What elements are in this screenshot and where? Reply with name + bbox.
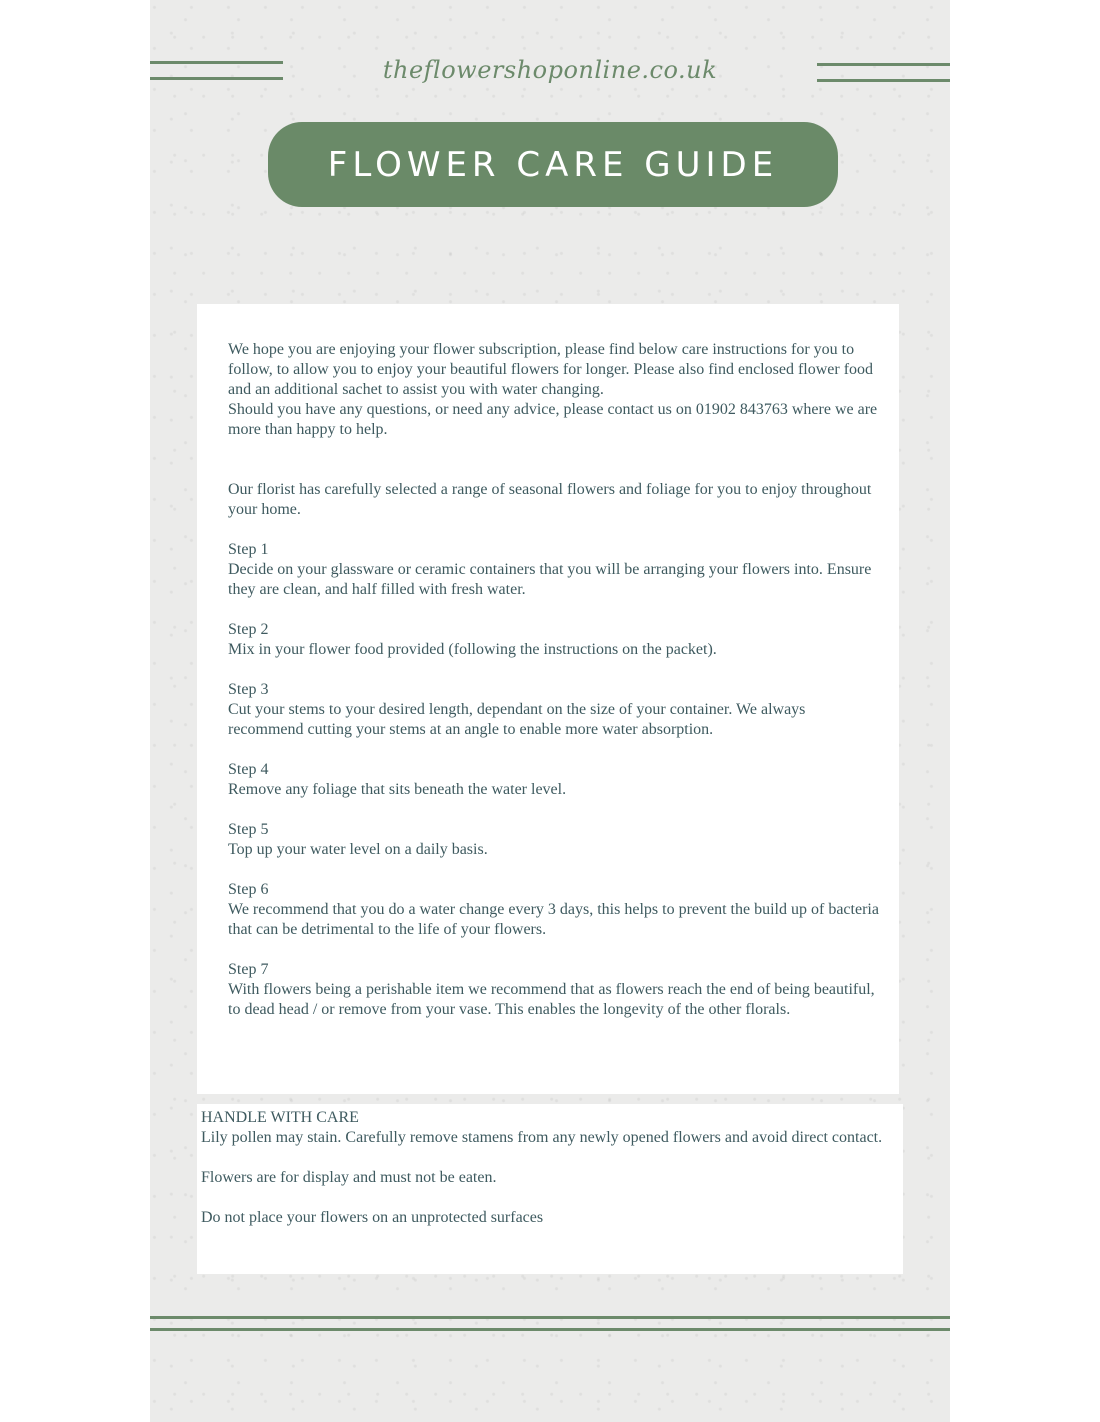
lily-warning: Lily pollen may stain. Carefully remove stamens from any newly opened flowers and avoid direct contact.: [201, 1129, 883, 1146]
care-body: [201, 1108, 899, 1228]
flyer-page: [150, 0, 950, 1422]
step-text: Mix in your flower food provided (following the instructions on the packet).: [228, 641, 717, 658]
instructions-body: [228, 340, 883, 1020]
step-text: With flowers being a perishable item we recommend that as flowers reach the end of being beautiful, to dead head / or remove from your vase. This enables the longevity of the other florals.: [228, 981, 875, 1018]
step-text: Remove any foliage that sits beneath the water level.: [228, 781, 567, 798]
step-title: Step 6: [228, 881, 269, 898]
step-7: [228, 960, 883, 1020]
step-title: Step 5: [228, 821, 269, 838]
site-url: theflowershoponline.co.uk: [382, 56, 718, 84]
selection-note: Our florist has carefully selected a range of seasonal flowers and foliage for you to enjoy throughout your home.: [228, 481, 872, 518]
step-6: [228, 880, 883, 940]
footer-rule-bottom: [150, 1328, 950, 1331]
step-title: Step 3: [228, 681, 269, 698]
contact-paragraph: Should you have any questions, or need any advice, please contact us on 01902 843763 where we are more than happy to help.: [228, 401, 878, 438]
surfaces-notice: Do not place your flowers on an unprotected surfaces: [201, 1209, 544, 1226]
step-title: Step 2: [228, 621, 269, 638]
step-title: Step 4: [228, 761, 269, 778]
footer-rule-top: [150, 1316, 950, 1319]
step-1: [228, 540, 883, 600]
page-title: FLOWER CARE GUIDE: [327, 144, 779, 185]
intro-paragraph: We hope you are enjoying your flower subscription, please find below care instructions for you to follow, to allow you to enjoy your beautiful flowers for longer. Please also find enclosed flower food and an additional sachet to assist you with water changing.: [228, 341, 874, 398]
step-2: [228, 620, 883, 660]
instructions-card: [197, 304, 899, 1094]
step-title: Step 1: [228, 541, 269, 558]
not-edible-notice: Flowers are for display and must not be eaten.: [201, 1169, 497, 1186]
step-text: Cut your stems to your desired length, dependant on the size of your container. We always recommend cutting your stems at an angle to enable more water absorption.: [228, 701, 806, 738]
step-text: Top up your water level on a daily basis.: [228, 841, 488, 858]
title-banner: [268, 122, 838, 207]
step-title: Step 7: [228, 961, 269, 978]
step-4: [228, 760, 883, 800]
handle-with-care-card: [197, 1104, 903, 1274]
step-text: Decide on your glassware or ceramic containers that you will be arranging your flowers into. Ensure they are clean, and half filled with fresh water.: [228, 561, 872, 598]
step-5: [228, 820, 883, 860]
step-3: [228, 680, 883, 740]
step-text: We recommend that you do a water change every 3 days, this helps to prevent the build up of bacteria that can be detrimental to the life of your flowers.: [228, 901, 879, 938]
care-heading: HANDLE WITH CARE: [201, 1109, 359, 1126]
